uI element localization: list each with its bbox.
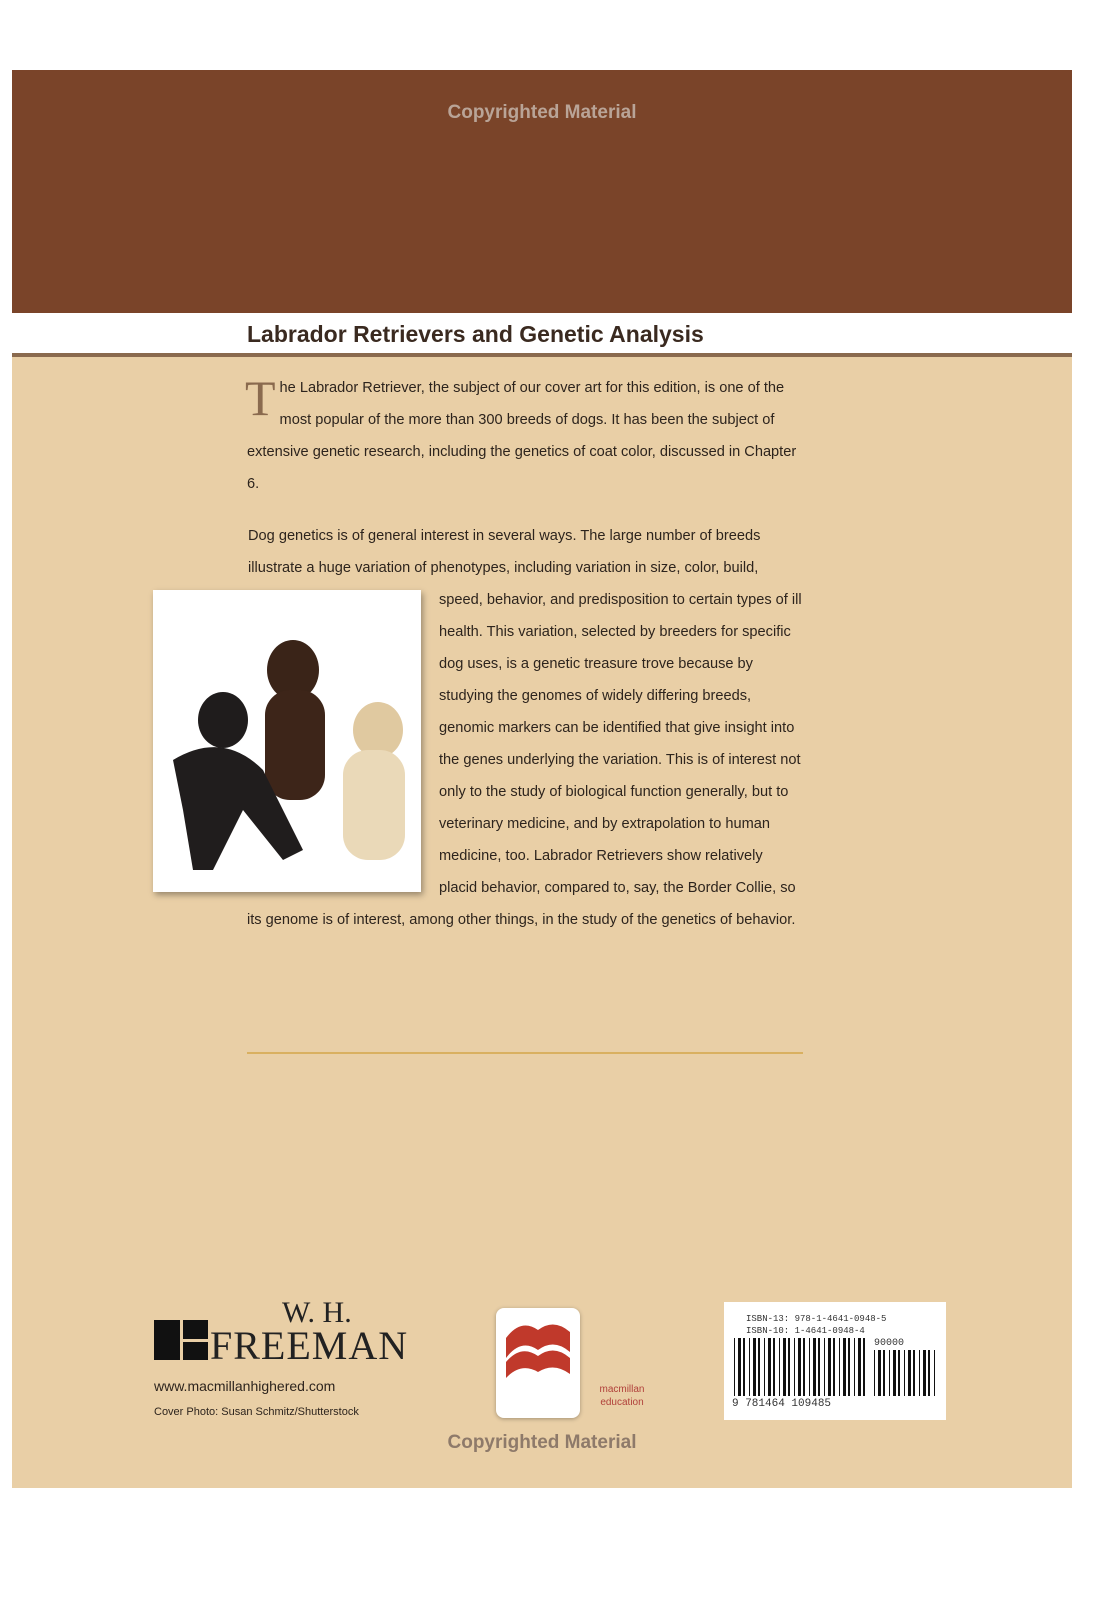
- publisher-url: www.macmillanhighered.com: [154, 1378, 336, 1394]
- watermark-bottom: Copyrighted Material: [447, 1432, 637, 1453]
- publisher-line1: W. H.: [282, 1296, 352, 1329]
- macmillan-education-logo: [496, 1308, 645, 1418]
- publisher-line2: FREEMAN: [210, 1323, 409, 1368]
- barcode-digits: 9 781464 109485: [732, 1398, 832, 1410]
- paragraph-1-text: he Labrador Retriever, the subject of our cover art for this edition, is one of the most popular of the more than 300 breeds of dogs. It has been the subject of extensive genetic research, including the genetics of coat color, discussed in Chapter 6.: [247, 380, 797, 492]
- paragraph-2-text: Dog genetics is of general interest in several ways. The large number of breeds illustrate a huge variation of phenotypes, including variation in size, color, build, speed, behavior, and predisposition to certain types of ill health. This variation, selected by breeders for specific dog uses, is a genetic treasure trove because by studying the genomes of widely differing breeds, genomic markers can be identified that give insight into the genes underlying the variation. This is of interest not only to the study of biological function generally, but to veterinary medicine, and by extrapolation to human medicine, too. Labrador Retrievers show relatively placid behavior, compared to, say, the Border Collie, so its genome is of interest, among other things, in the study of the genetics of behavior.: [247, 528, 802, 928]
- isbn-barcode: [724, 1302, 946, 1420]
- dogs-photo: [153, 590, 421, 892]
- isbn13: ISBN-13: 978-1-4641-0948-5: [746, 1314, 887, 1324]
- isbn10: ISBN-10: 1-4641-0948-4: [746, 1326, 865, 1336]
- barcode-bars: [734, 1338, 864, 1396]
- price-code: 90000: [874, 1338, 905, 1349]
- education-label: education: [600, 1397, 644, 1408]
- macmillan-label: macmillan: [599, 1384, 645, 1395]
- drop-cap: T: [245, 370, 276, 426]
- macmillan-m-icon: [496, 1308, 580, 1378]
- section-title: Labrador Retrievers and Genetic Analysis: [247, 321, 704, 347]
- labradors-image: [153, 590, 421, 892]
- price-barcode-bars: [874, 1350, 936, 1396]
- wh-freeman-logo: [154, 1296, 414, 1368]
- divider: [247, 1052, 803, 1054]
- freeman-logo-mark-icon: [154, 1320, 208, 1360]
- paragraph-1: [247, 372, 803, 500]
- paragraph-2: [247, 520, 803, 936]
- title-band: [12, 313, 1072, 357]
- watermark-top: Copyrighted Material: [447, 102, 637, 123]
- book-back-cover: [12, 70, 1072, 1488]
- brown-header: [12, 70, 1072, 313]
- cover-photo-credit: Cover Photo: Susan Schmitz/Shutterstock: [154, 1406, 359, 1418]
